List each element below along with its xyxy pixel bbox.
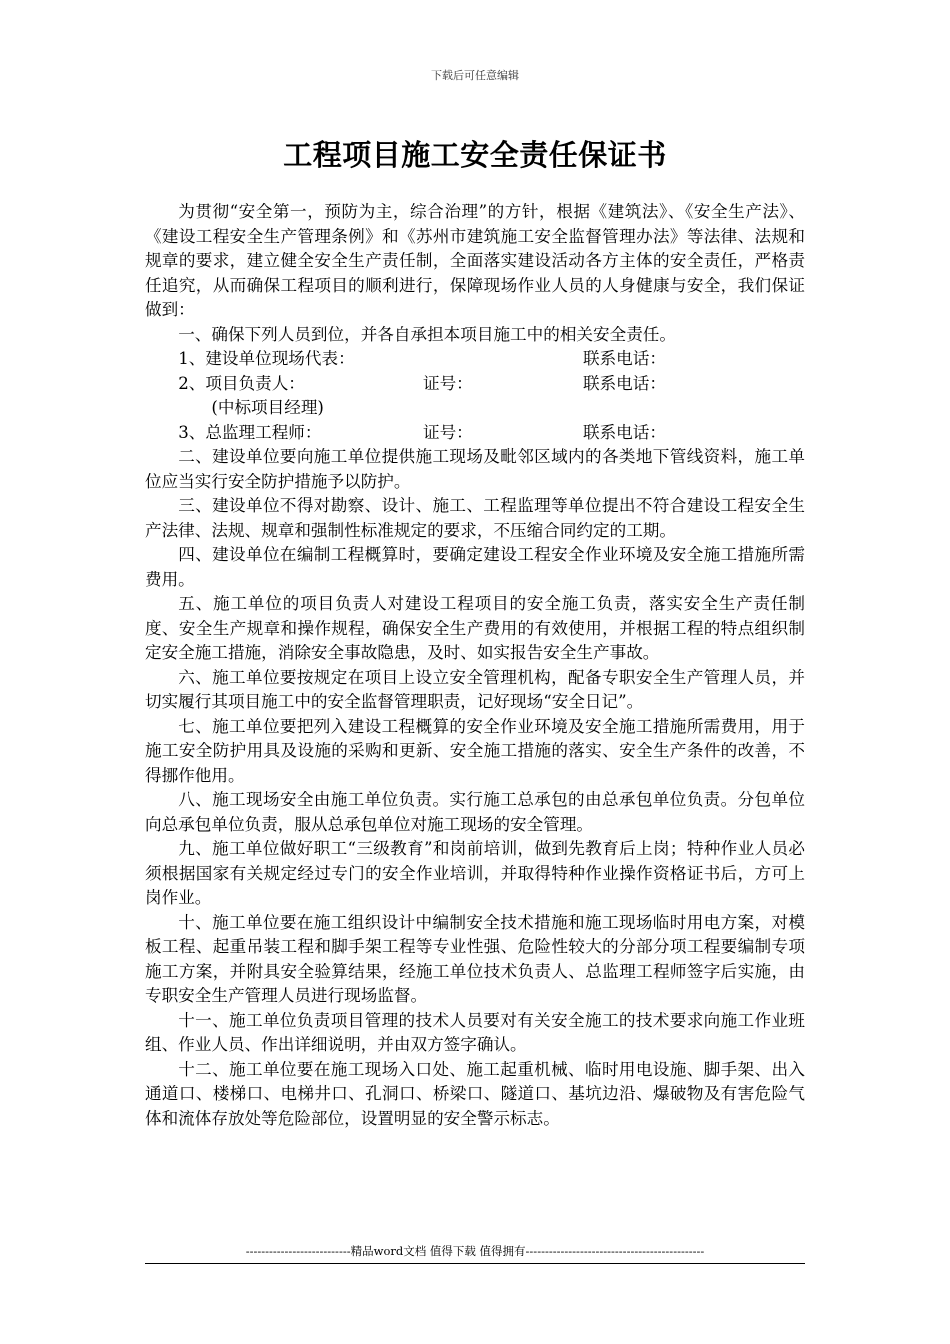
item-4: 四、建设单位在编制工程概算时，要确定建设工程安全作业环境及安全施工措施所需费用。 bbox=[145, 545, 805, 589]
personnel-row-site-rep bbox=[145, 347, 805, 372]
personnel-label: 3、总监理工程师： bbox=[178, 422, 322, 442]
personnel-row-project-lead bbox=[145, 372, 805, 397]
project-manager-note: (中标项目经理) bbox=[211, 398, 324, 417]
item-5: 五、施工单位的项目负责人对建设工程项目的安全施工负责，落实安全生产责任制度、安全生产规章和操作规程，确保安全生产费用的有效使用，并根据工程的特点组织制定安全施工措施，消除安全事故隐患，及时、如实报告安全生产事故。 bbox=[145, 594, 805, 662]
personnel-phone: 联系电话： bbox=[583, 349, 666, 368]
personnel-phone: 联系电话： bbox=[583, 422, 666, 442]
item-2: 二、建设单位要向施工单位提供施工现场及毗邻区域内的各类地下管线资料，施工单位应当实行安全防护措施予以防护。 bbox=[145, 447, 805, 491]
page-footer: ---------------------------精品word文档 值得下载 值得拥有---------------------------------------------- bbox=[145, 1243, 805, 1264]
document-body bbox=[145, 200, 805, 1131]
item-9: 九、施工单位做好职工“三级教育”和岗前培训，做到先教育后上岗；特种作业人员必须根据国家有关规定经过专门的安全作业培训，并取得特种作业操作资格证书后，方可上岗作业。 bbox=[145, 839, 805, 907]
item-3: 三、建设单位不得对勘察、设计、施工、工程监理等单位提出不符合建设工程安全生产法律、法规、规章和强制性标准规定的要求，不压缩合同约定的工期。 bbox=[145, 496, 805, 540]
item-12: 十二、施工单位要在施工现场入口处、施工起重机械、临时用电设施、脚手架、出入通道口、楼梯口、电梯井口、孔洞口、桥梁口、隧道口、基坑边沿、爆破物及有害危险气体和流体存放处等危险部位，设置明显的安全警示标志。 bbox=[145, 1059, 805, 1128]
personnel-label: 1、建设单位现场代表： bbox=[178, 349, 355, 368]
item-8: 八、施工现场安全由施工单位负责。实行施工总承包的由总承包单位负责。分包单位向总承包单位负责，服从总承包单位对施工现场的安全管理。 bbox=[145, 790, 805, 834]
item-1: 一、确保下列人员到位，并各自承担本项目施工中的相关安全责任。 bbox=[178, 324, 676, 344]
intro-paragraph: 为贯彻“安全第一，预防为主，综合治理”的方针，根据《建筑法》、《安全生产法》、《建设工程安全生产管理条例》和《苏州市建筑施工安全监督管理办法》等法律、法规和规章的要求，建立健全安全生产责任制，全面落实建设活动各方主体的安全责任，严格责任追究，从而确保工程项目的顺利进行，保障现场作业人员的人身健康与安全，我们保证做到： bbox=[145, 202, 805, 319]
personnel-cert: 证号： bbox=[423, 373, 473, 393]
item-6: 六、施工单位要按规定在项目上设立安全管理机构，配备专职安全生产管理人员，并切实履行其项目施工中的安全监督管理职责，记好现场“安全日记”。 bbox=[145, 667, 805, 711]
item-7: 七、施工单位要把列入建设工程概算的安全作业环境及安全施工措施所需费用，用于施工安全防护用具及设施的采购和更新、安全施工措施的落实、安全生产条件的改善，不得挪作他用。 bbox=[145, 716, 805, 785]
personnel-phone: 联系电话： bbox=[583, 373, 666, 393]
header-note: 下载后可任意编辑 bbox=[431, 69, 519, 82]
item-11: 十一、施工单位负责项目管理的技术人员要对有关安全施工的技术要求向施工作业班组、作业人员、作出详细说明，并由双方签字确认。 bbox=[145, 1010, 805, 1054]
personnel-cert: 证号： bbox=[423, 422, 473, 442]
item-10: 十、施工单位要在施工组织设计中编制安全技术措施和施工现场临时用电方案，对模板工程、起重吊装工程和脚手架工程等专业性强、危险性较大的分部分项工程要编制专项施工方案，并附具安全验算结果，经施工单位技术负责人、总监理工程师签字后实施，由专职安全生产管理人员进行现场监督。 bbox=[145, 912, 805, 1005]
personnel-row-chief-supervisor bbox=[145, 421, 805, 446]
page-title: 工程项目施工安全责任保证书 bbox=[283, 138, 667, 172]
personnel-label: 2、项目负责人： bbox=[178, 373, 305, 393]
